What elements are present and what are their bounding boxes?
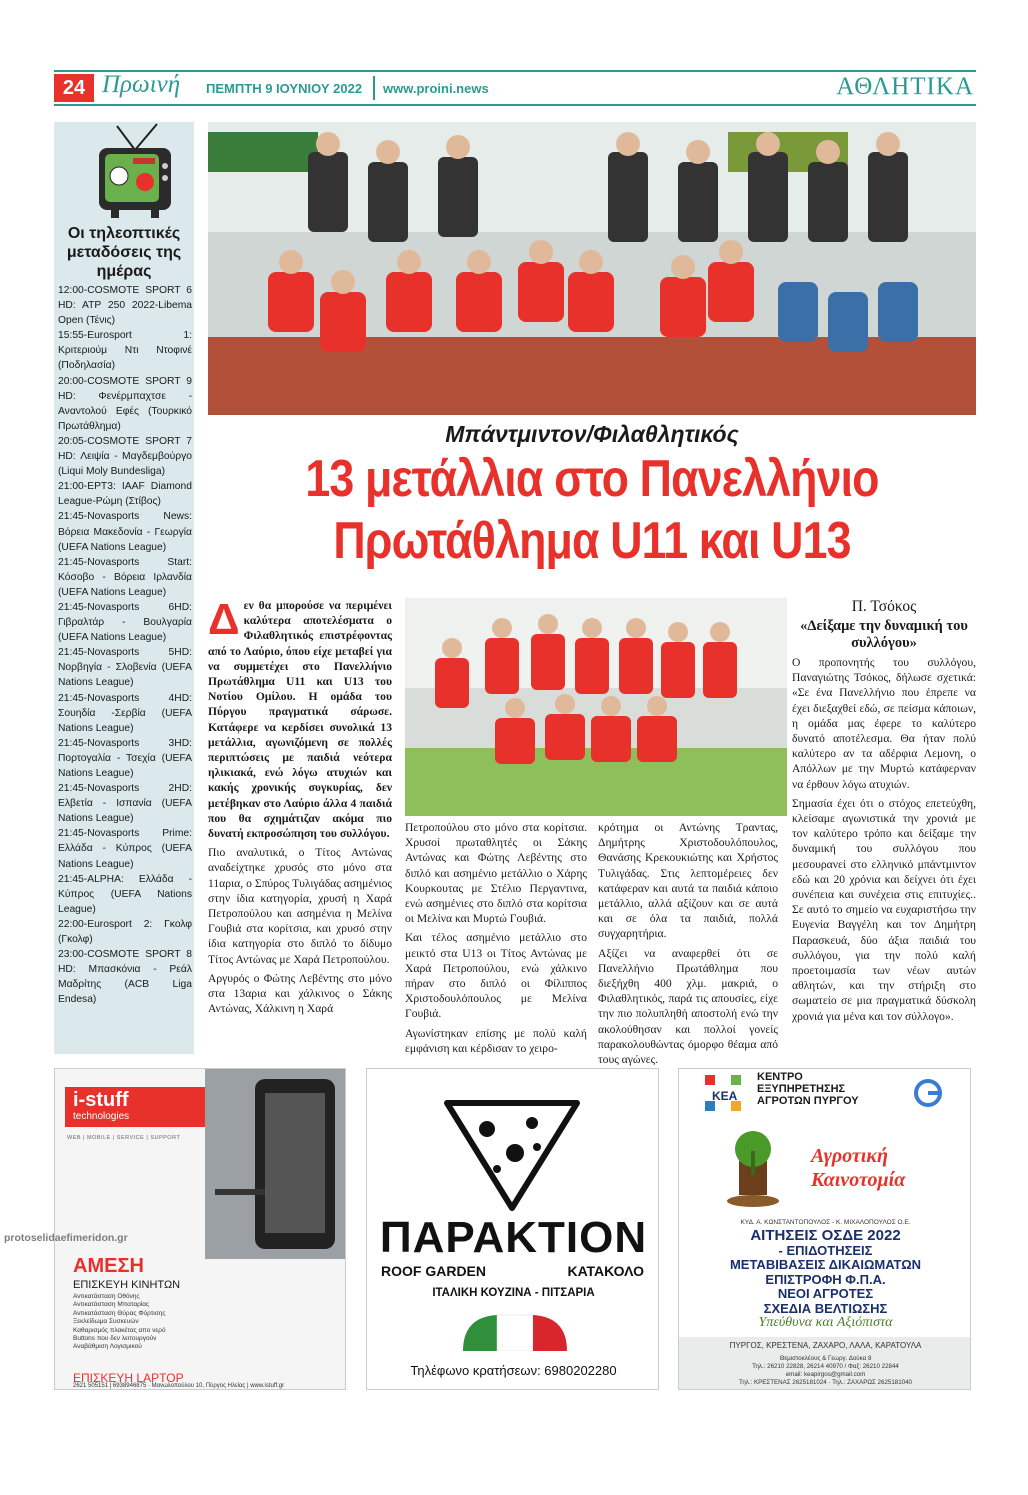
website-url: www.proini.news (383, 81, 489, 96)
italian-flag-icon (463, 1313, 567, 1351)
article-paragraph: Ο προπονητής του συλλόγου, Παναγιώτης Τσόκος, δήλωσε σχετικά: «Σε ένα Πανελλήνιο που έπρεπε να έχει διεξαχθεί εδώ, σε πείσμα κάποιων, η ομάδα μας έφερε το καλύτερο δυνατό αποτέλεσμα. Θα ήταν πολύ καλύτερο αν τα αδέρφια Λεμονη, ο Απόλλων με την Μυρτώ κατάφερναν να έρθουν λόγω ατυχιών. (792, 656, 976, 791)
kea-company-names: ΚΥΔ. Α. ΚΩΝΣΤΑΝΤΟΠΟΥΛΟΣ - Κ. ΜΙΧΑΛΟΠΟΥΛΟΣ Ο.Ε. (740, 1219, 911, 1226)
schedule-item: 21:45-Novasports 5HD: Νορβηγία - Σλοβενία (UEFA Nations League) (58, 647, 192, 689)
header-rule-bottom (54, 104, 976, 106)
schedule-item: 15:55-Eurosport 1: Κριτεριούμ Ντι Ντοφινέ (Ποδηλασία) (58, 330, 192, 372)
schedule-item: 20:05-COSMOTE SPORT 7 HD: Λειψία - Μαγδεμβούργο (Liqui Moly Bundesliga) (58, 435, 192, 478)
article-headline (262, 448, 922, 572)
schedule-item: 21:00-ΕΡΤ3: IAAF Diamond League-Ρώμη (Στίβος) (58, 481, 192, 508)
article-paragraph: κρότημα οι Αντώνης Τραντας, Δημήτρης Χριστοδουλόπουλος, Θανάσης Κρεκουκιώτης και Χρήστος Τυλιγάδας. Στις λεπτομέρειες δεν κατάφεραν και αυτά τα παιδιά κάποιο μετάλλιο, αλλά αξίζουν και σε αυτά και σε όλα τα παιδιά, πολλά συγχαρητήρια. (598, 821, 778, 941)
tv-schedule-list (58, 283, 192, 1008)
lead-text: εν θα μπορούσε να περιμένει καλύτερα αποτελέσματα ο Φιλαθλητικός επιστρέφοντας από το Λαύριο, όπου είχε μεταβεί για να συμμετέχει στο Πανελλήνιο Πρωτάθλημα U11 και U13 του Νοτίου Ομίλου. Η ομάδα του Πύργου πραγματικά σάρωσε. Κατάφερε να κερδίσει συνολικά 13 μετάλλια, αγωνιζόμενη σε πολλές περιπτώσεις με παιδιά νεότερα ηλικιακά, ενώ λόγω ατυχιών και κακής χρονικής συγκυρίας, δεν μετέβηκαν στο Λαύριο άλλα 4 παιδιά που θα σχημάτιζαν ακόμα πιο δυνατή εκπροσώπηση του συλλόγου. (208, 599, 392, 841)
schedule-item: 22:00-Eurosport 2: Γκολφ (Γκολφ) (58, 918, 192, 946)
schedule-item: 21:45-Novasports 6HD: Γιβραλτάρ - Βουλγαρία (UEFA Nations League) (58, 601, 192, 644)
article-paragraph: Πιο αναλυτικά, ο Τίτος Αντώνας αναδείχτηκε χρυσός στο μόνο στα 11αρια, ο Σπύρος Τυλιγάδας ασημένιος στην ίδια κατηγορία, χρυσή η Χαρά Πετροπούλου και ασημένια η Μελίνα Γουβιά στα κορίτσια, και χρυσό στην ίδια κατηγορία στο διπλό το δίδυμο Τίτος Αντώνας με Χαρά Πετροπούλου. (208, 846, 392, 966)
section-title: ΑΘΛΗΤΙΚΑ (836, 73, 974, 100)
article-column-2 (405, 820, 587, 1060)
istuff-logo: i-stuff technologies (65, 1087, 205, 1127)
schedule-item: 21:45-Novasports News: Βόρεια Μακεδονία - Γεωργία (UEFA Nations League) (58, 511, 192, 553)
team-photo-middle (405, 598, 787, 816)
agro-brand-line-1: Αγροτική (811, 1145, 888, 1167)
schedule-item: 21:45-Novasports Prime: Ελλάδα - Κύπρος (UEFA Nations League) (58, 828, 192, 870)
ad-istuff (54, 1068, 346, 1390)
schedule-item: 21:45-Novasports 2HD: Ελβετία - Ισπανία (UEFA Nations League) (58, 783, 192, 825)
drop-cap: Δ (208, 595, 240, 644)
ad-paraktion (366, 1068, 659, 1390)
restaurant-phone: Τηλέφωνο κρατήσεων: 6980202280 (410, 1363, 617, 1378)
schedule-item: 12:00-COSMOTE SPORT 6 HD: ATP 250 2022-Libema Open (Τένις) (58, 285, 192, 327)
article-paragraph: Αργυρός ο Φώτης Λεβέντης στο μόνο στα 13αρια και χάλκινος ο Σάκης Αντώνας, Χάλκινη η Χαρά (208, 971, 392, 1016)
istuff-heading: ΑΜΕΣΗ (73, 1255, 144, 1277)
sidebar-title: Οι τηλεοπτικές μεταδόσεις της ημέρας (66, 225, 182, 280)
kea-title: ΚΕΝΤΡΟ ΕΞΥΠΗΡΕΤΗΣΗΣ ΑΓΡΟΤΩΝ ΠΥΡΓΟΥ (757, 1071, 859, 1107)
article-paragraph: Και τέλος ασημένιο μετάλλιο στο μεικτό στα U13 οι Τίτος Αντώνας με Χαρά Πετροπούλου, ενώ χάλκινο πήραν στο διπλό οι Φίλιππος Χριστοδουλόπουλος με Μελίνα Γουβιά. (405, 931, 587, 1021)
interview-title: Π. Τσόκος (851, 598, 917, 615)
watermark-text: protoselidaefimeridon.gr (4, 1232, 128, 1244)
article-kicker: Μπάντμιντον/Φιλαθλητικός (445, 421, 739, 447)
issue-date: ΠΕΜΠΤΗ 9 ΙΟΥΝΙΟΥ 2022 (206, 81, 363, 96)
kea-slogan: Υπεύθυνα και Αξιόπιστα (758, 1315, 893, 1330)
article-column-3 (598, 820, 778, 1071)
restaurant-location: ΚΑΤΑΚΟΛΟ (567, 1263, 644, 1279)
schedule-item: 21:45-Novasports 4HD: Σουηδία -Σερβία (UEFA Nations League) (58, 692, 192, 734)
restaurant-cuisine: ΙΤΑΛΙΚΗ ΚΟΥΖΙΝΑ - ΠΙΤΣΑΡΙΑ (432, 1287, 595, 1299)
ad-kea (678, 1068, 971, 1390)
agro-brand-line-2: Καινοτομία (811, 1169, 906, 1191)
headline-line-1: 13 μετάλλια στο Πανελλήνιο (305, 450, 879, 508)
article-paragraph: Σημασία έχει ότι ο στόχος επετεύχθη, κλείσαμε αγωνιστικά την χρονιά με τον καλύτερο τρόπο και δείξαμε την δυναμική του συλλόγου που μεσουρανεί στο ελληνικό μπάντμιντον εδώ και 20 χρόνια και δείχνει ότι έχει συνέπεια και συνέχεια στις επιτυχίες.. Σε αυτό το σημείο να ευχαριστήσω την Ευγενία Βαγγέλη και τον Δημήτρη Παρασκευά, δύο άξια παιδιά του συλλόγου, για την πολύ καλή προετοιμασία των νέων αυτών αθλητών, και την στήριξη στο σωματείο σε μια πραγματικά δύσκολη χρονιά για μένα και τον σύλλογο». (792, 796, 976, 1023)
team-photo-top (208, 122, 976, 415)
interview-subtitle: «Δείξαμε την δυναμική του συλλόγου» (800, 618, 968, 651)
kea-towns: ΠΥΡΓΟΣ, ΚΡΕΣΤΕΝΑ, ΖΑΧΑΡΟ, ΛΑΛΑ, ΚΑΡΑΤΟΥΛΑ (729, 1341, 922, 1350)
schedule-item: 21:45-ALPHA: Ελλάδα - Κύπρος (UEFA Nations League) (58, 873, 192, 915)
article-column-1 (208, 595, 392, 1020)
istuff-laptop-heading: ΕΠΙΣΚΕΥΗ LAPTOP (73, 1371, 184, 1385)
schedule-item: 23:00-COSMOTE SPORT 8 HD: Μπασκόνια - Ρεάλ Μαδρίτης (ACB Liga Endesa) (58, 949, 192, 1006)
restaurant-name: ΠΑΡΑΚΤΙΟΝ (379, 1213, 648, 1262)
kea-services: ΑΙΤΗΣΕΙΣ ΟΣΔΕ 2022 - ΕΠΙΔΟΤΗΣΕΙΣ ΜΕΤΑΒΙΒΑΣΕΙΣ ΔΙΚΑΙΩΜΑΤΩΝ ΕΠΙΣΤΡΟΦΗ Φ.Π.Α. ΝΕΟΙ ΑΓΡΟΤΕΣ ΣΧΕΔΙΑ ΒΕΛΤΙΩΣΗΣ (729, 1227, 922, 1316)
page-number: 24 (54, 74, 94, 102)
kea-address: Θεμιστοκλέους & Γεωργ. Δούκα 8 Τηλ.: 26210 22828, 26214 40970 / Φαξ: 26210 22844 email: keapirgos@gmail.com Τηλ.: ΚΡΕΣΤΕΝΑΣ 2625181024 · Τηλ.: ΖΑΧΑΡΩΣ 2625181040 (739, 1355, 912, 1386)
istuff-contact: 2621 505151 | 6938946875 · Μανωλοπούλου 10, Πύργος Ηλείας | www.istuff.gr (73, 1383, 285, 1389)
pizza-icon (437, 1093, 587, 1213)
television-icon (95, 122, 175, 222)
article-paragraph: Αγωνίστηκαν επίσης με πολύ καλή εμφάνιση και κέρδισαν το χειρο- (405, 1026, 587, 1055)
istuff-subheading: ΕΠΙΣΚΕΥΗ ΚΙΝΗΤΩΝ (73, 1279, 181, 1291)
g-logo-icon (910, 1075, 946, 1111)
istuff-services: Αντικατάσταση Οθόνης Αντικατάσταση Μπαταρίας Αντικατάσταση Θύρας Φόρτισης Ξεκλείδωμα Συσκευών Καθαρισμός πλακέτας απο νερό Buttons που δεν λειτουργούν Αναβάθμιση Λογισμικού (73, 1293, 166, 1351)
kea-abbrev: ΚΕΑ (712, 1089, 738, 1103)
headline-line-2: Πρωτάθλημα U11 και U13 (333, 512, 851, 570)
schedule-item: 21:45-Novasports 3HD: Πορτογαλία - Τσεχία (UEFA Nations League) (58, 737, 192, 779)
istuff-tags: WEB | MOBILE | SERVICE | SUPPORT (67, 1135, 181, 1141)
article-paragraph: Αξίζει να αναφερθεί ότι σε Πανελλήνιο Πρωτάθλημα που διεξήχθη 400 χλμ. μακριά, ο Φιλαθλητικός, παρά τις απουσίες, είχε την πιο πολυπληθή αποστολή ενώ την ακολούθησαν και πολλοί γονείς παρακολουθώντας όμορφο θέαμα από τους αγώνες. (598, 946, 778, 1067)
newspaper-brand: Πρωινή (102, 71, 181, 98)
header-separator (373, 76, 375, 100)
article-paragraph: Πετροπούλου στο μόνο στα κορίτσια. Χρυσοί πρωταθλητές οι Σάκης Αντώνας και Φώτης Λεβέντης στο διπλό και ασημένιο μετάλλιο ο Χάρης Κουρκουτας με Στέλιο Περγαντινα, ενώ ασημένιες στο διπλό στα κορίτσια οι Μελίνα και Μυρτώ Γουβιά. (405, 821, 587, 926)
article-lead (208, 595, 392, 841)
header-rule-top (54, 70, 976, 72)
restaurant-subtitle: ROOF GARDEN (381, 1263, 486, 1279)
article-column-4 (792, 598, 976, 1028)
schedule-item: 20:00-COSMOTE SPORT 9 HD: Φενέρμπαχτσε - Αναντολού Εφές (Τουρκικό Πρωτάθλημα) (58, 375, 192, 432)
schedule-item: 21:45-Novasports Start: Κόσοβο - Βόρεια Ιρλανδία (UEFA Nations League) (58, 556, 192, 598)
